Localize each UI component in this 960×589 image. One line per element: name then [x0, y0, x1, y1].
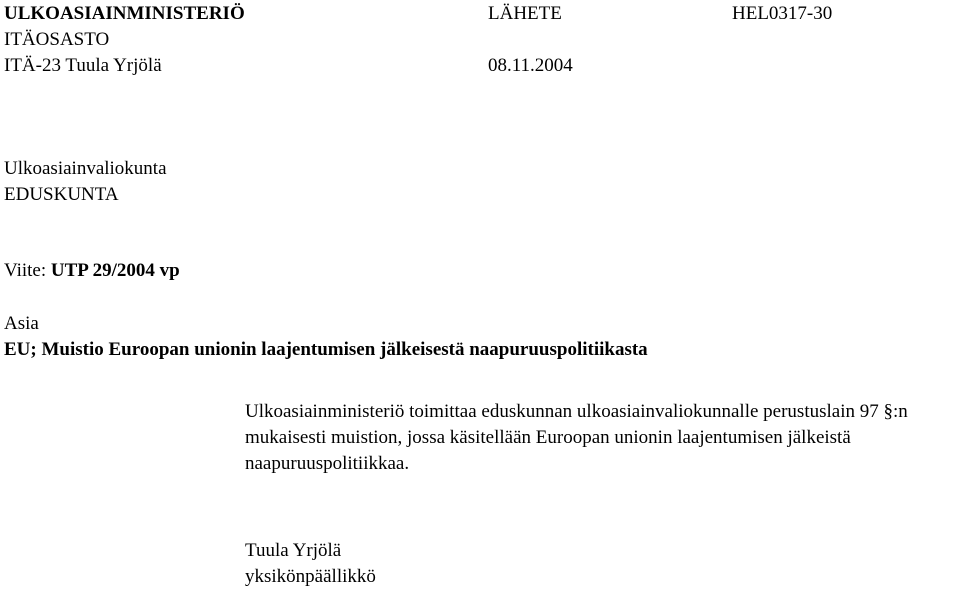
body-paragraph: Ulkoasiainministeriö toimittaa eduskunnan ulkoasiainvaliokunnalle perustuslain 97 §:n mukaisesti muistion, jossa käsitellään Euroopan unionin laajentumisen jälkeistä naapuruuspolitiikkaa.	[245, 401, 908, 474]
document-date: 08.11.2004	[488, 55, 573, 76]
ministry-name: ULKOASIAINMINISTERIÖ	[4, 3, 245, 24]
department-name: ITÄOSASTO	[4, 29, 110, 50]
document-type: LÄHETE	[488, 3, 562, 24]
reference-line	[4, 260, 180, 283]
reference-value: UTP 29/2004 vp	[50, 260, 180, 281]
document-number: HEL0317-30	[732, 3, 833, 24]
recipient-committee: Ulkoasiainvaliokunta	[4, 158, 167, 179]
recipient-organization: EDUSKUNTA	[4, 184, 119, 205]
reference-label: Viite:	[4, 260, 47, 281]
subject-text: EU; Muistio Euroopan unionin laajentumisen jälkeisestä naapuruuspolitiikasta	[4, 339, 648, 360]
signatory-title: yksikönpäällikkö	[245, 566, 376, 587]
signatory-name: Tuula Yrjölä	[245, 540, 342, 561]
subject-label: Asia	[4, 313, 39, 334]
unit-author: ITÄ-23 Tuula Yrjölä	[4, 55, 162, 76]
